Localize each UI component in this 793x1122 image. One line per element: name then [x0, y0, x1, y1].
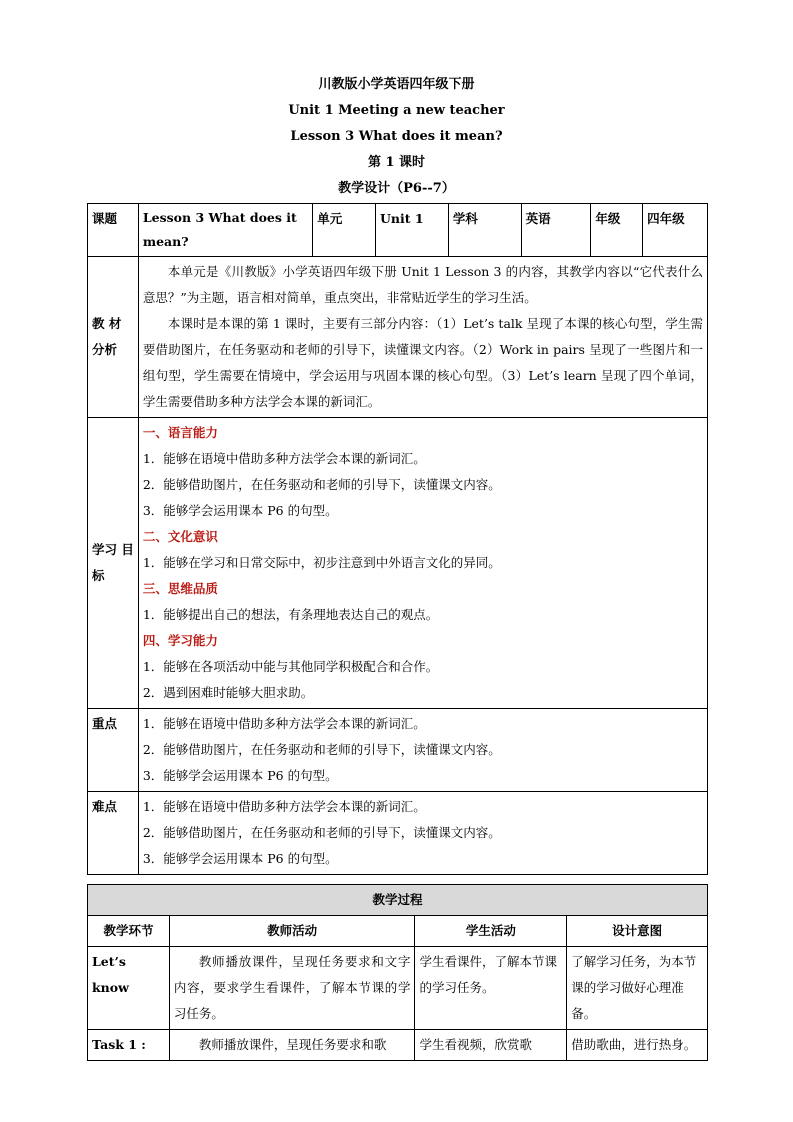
goals-content [138, 418, 707, 709]
process-header-student: 学生活动 [415, 916, 567, 947]
difficulties-row [88, 792, 708, 875]
grade-label: 年级 [591, 204, 643, 257]
goals-section-heading: 二、文化意识 [142, 529, 218, 544]
difficulties-content [138, 792, 707, 875]
key-points-row [88, 709, 708, 792]
goals-item: 3．能够学会运用课本 P6 的句型。 [142, 503, 338, 518]
lesson-info-table [87, 203, 708, 875]
process-header-row [88, 916, 708, 947]
analysis-row [88, 257, 708, 418]
process-teacher-activity: 教师播放课件，呈现任务要求和文字内容，要求学生看课件，了解本节课的学习任务。 [169, 947, 415, 1030]
difficulty-item: 2．能够借助图片，在任务驱动和老师的引导下，读懂课文内容。 [142, 825, 501, 840]
header-line-1: 川教版小学英语四年级下册 [318, 77, 475, 92]
unit-value: Unit 1 [376, 204, 449, 257]
process-stage: Let’s know [88, 947, 170, 1030]
process-header-teacher: 教师活动 [169, 916, 415, 947]
grade-value: 四年级 [643, 204, 708, 257]
key-point-item: 3．能够学会运用课本 P6 的句型。 [142, 768, 338, 783]
goals-item: 1．能够在各项活动中能与其他同学积极配合和合作。 [142, 659, 439, 674]
process-student-activity: 学生看课件，了解本节课的学习任务。 [415, 947, 567, 1030]
topic-label: 课题 [88, 204, 139, 257]
document-header [0, 72, 793, 202]
key-point-item: 2．能够借助图片，在任务驱动和老师的引导下，读懂课文内容。 [142, 742, 501, 757]
table-row [88, 1030, 708, 1061]
process-title: 教学过程 [88, 885, 708, 916]
teaching-process-table [87, 884, 708, 1061]
goals-section-heading: 四、学习能力 [142, 633, 218, 648]
key-points-label: 重点 [88, 709, 139, 792]
process-student-activity: 学生看视频，欣赏歌 [415, 1030, 567, 1061]
difficulty-item: 3．能够学会运用课本 P6 的句型。 [142, 851, 338, 866]
goals-item: 1．能够提出自己的想法，有条理地表达自己的观点。 [142, 607, 439, 622]
header-line-3: Lesson 3 What does it mean? [290, 129, 503, 144]
analysis-label: 教 材 分析 [88, 257, 139, 418]
header-line-4: 第 1 课时 [367, 155, 426, 170]
analysis-paragraph-2: 本课时是本课的第 1 课时，主要有三部分内容：（1）Let’s talk 呈现了本课的核心句型，学生需要借助图片，在任务驱动和老师的引导下，读懂课文内容。（2）Work in pairs 呈现了一些图片和一组句型，学生需要在情境中，学会运用与巩固本课的核心句型。（3）Let’s learn 呈现了四个单词，学生需要借助多种方法学会本课的新词汇。 [142, 316, 703, 409]
process-design-intent: 借助歌曲，进行热身。 [567, 1030, 708, 1061]
subject-label: 学科 [448, 204, 521, 257]
process-header-intent: 设计意图 [567, 916, 708, 947]
process-design-intent: 了解学习任务，为本节课的学习做好心理准备。 [567, 947, 708, 1030]
goals-row [88, 418, 708, 709]
key-points-content [138, 709, 707, 792]
topic-value: Lesson 3 What does it mean? [138, 204, 312, 257]
header-line-2: Unit 1 Meeting a new teacher [288, 103, 505, 118]
analysis-paragraph-1: 本单元是《川教版》小学英语四年级下册 Unit 1 Lesson 3 的内容，其教学内容以“它代表什么意思？”为主题，语言相对简单，重点突出，非常贴近学生的学习生活。 [142, 264, 703, 305]
process-header-stage: 教学环节 [88, 916, 170, 947]
goals-item: 2．遇到困难时能够大胆求助。 [142, 685, 314, 700]
key-point-item: 1．能够在语境中借助多种方法学会本课的新词汇。 [142, 716, 426, 731]
unit-label: 单元 [313, 204, 376, 257]
info-row [88, 204, 708, 257]
goals-section-heading: 三、思维品质 [142, 581, 218, 596]
goals-item: 1．能够在学习和日常交际中，初步注意到中外语言文化的异同。 [142, 555, 501, 570]
process-teacher-activity: 教师播放课件，呈现任务要求和歌 [169, 1030, 415, 1061]
process-stage: Task 1 : [88, 1030, 170, 1061]
goals-item: 2．能够借助图片，在任务驱动和老师的引导下，读懂课文内容。 [142, 477, 501, 492]
table-row [88, 947, 708, 1030]
goals-section-heading: 一、语言能力 [142, 425, 218, 440]
goals-label: 学习 目标 [88, 418, 139, 709]
difficulties-label: 难点 [88, 792, 139, 875]
header-line-5: 教学设计（P6--7） [338, 181, 455, 196]
goals-item: 1．能够在语境中借助多种方法学会本课的新词汇。 [142, 451, 426, 466]
process-title-row [88, 885, 708, 916]
subject-value: 英语 [521, 204, 591, 257]
analysis-content [138, 257, 707, 418]
difficulty-item: 1．能够在语境中借助多种方法学会本课的新词汇。 [142, 799, 426, 814]
